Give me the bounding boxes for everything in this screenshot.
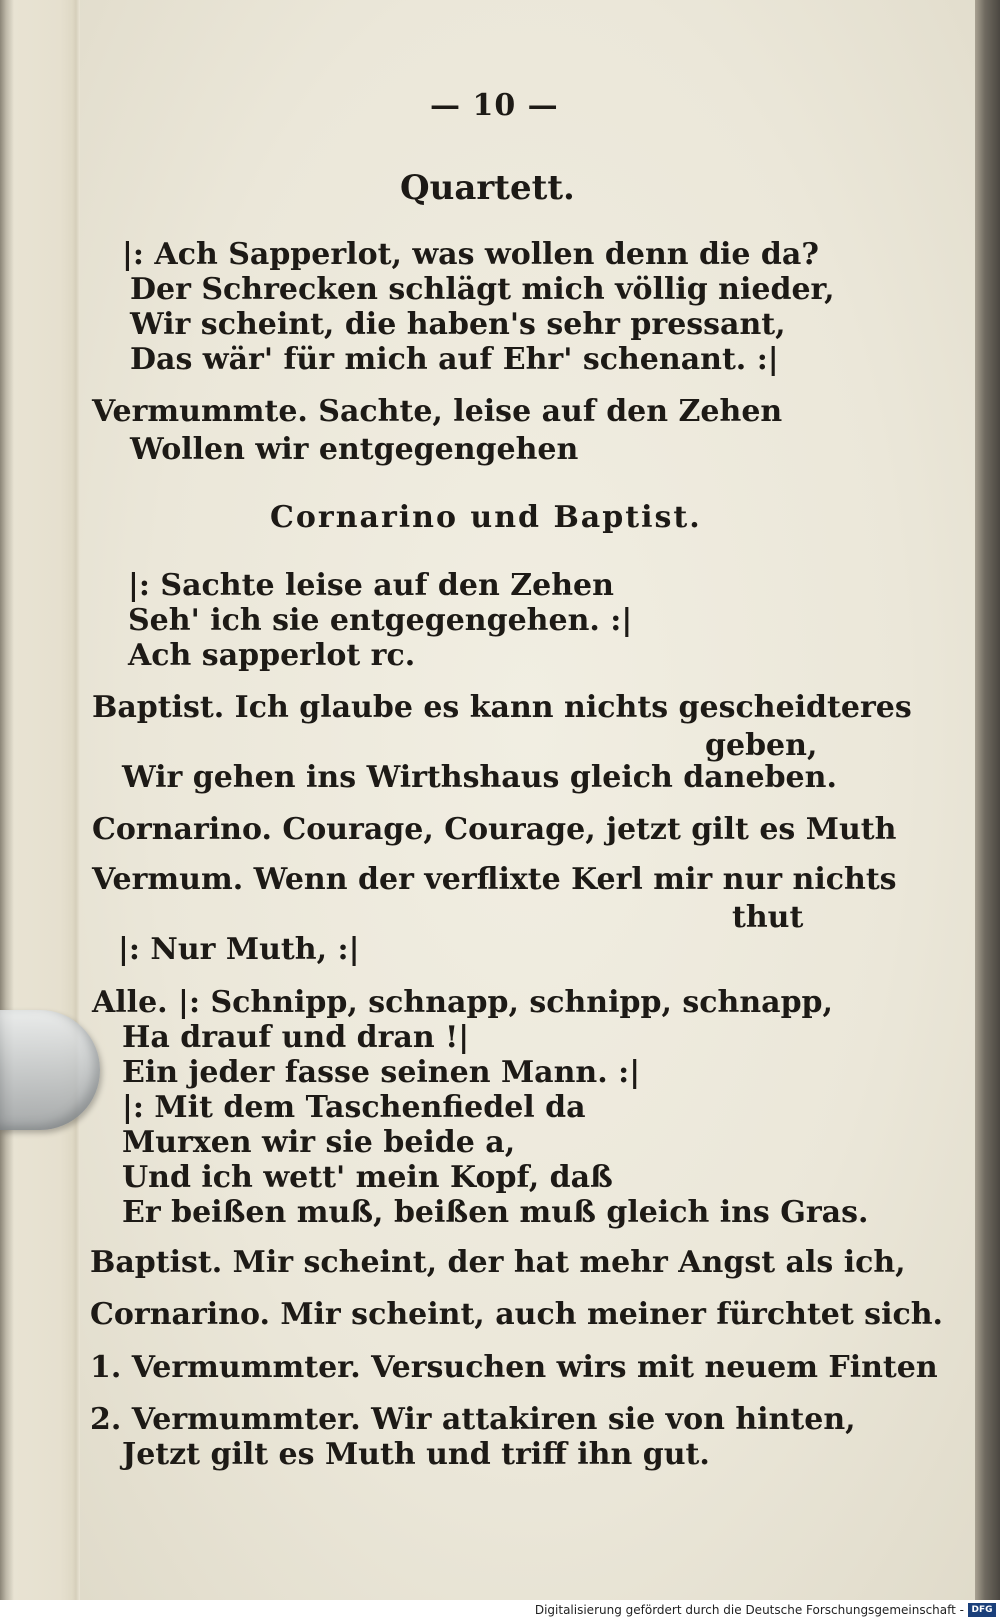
text-line: Wir gehen ins Wirthshaus gleich daneben. — [122, 760, 837, 795]
text-line: Murxen wir sie beide a, — [122, 1125, 516, 1160]
page-number: — 10 — — [430, 88, 559, 123]
text-line: Vermum. Wenn der verflixte Kerl mir nur nichts — [92, 862, 897, 897]
text-line: Wir scheint, die haben's sehr pressant, — [130, 307, 786, 342]
text-line: 2. Vermummter. Wir attakiren sie von hinten, — [90, 1402, 856, 1437]
text-line: |: Ach Sapperlot, was wollen denn die da? — [122, 237, 819, 272]
text-line: Seh' ich sie entgegengehen. :| — [128, 603, 633, 638]
text-line: Er beißen muß, beißen muß gleich ins Gras. — [122, 1195, 869, 1230]
text-line: Vermummte. Sachte, leise auf den Zehen — [92, 394, 783, 429]
text-line: geben, — [705, 728, 818, 763]
text-line: Jetzt gilt es Muth und triff ihn gut. — [122, 1437, 710, 1472]
digitization-footer — [0, 1600, 1000, 1621]
text-line: Baptist. Mir scheint, der hat mehr Angst als ich, — [90, 1245, 906, 1280]
text-line: |: Nur Muth, :| — [118, 932, 360, 967]
text-line: Der Schrecken schlägt mich völlig nieder, — [130, 272, 835, 307]
text-line: Und ich wett' mein Kopf, daß — [122, 1160, 613, 1195]
speaker-heading: Cornarino und Baptist. — [270, 500, 702, 535]
text-line: 1. Vermummter. Versuchen wirs mit neuem Finten — [90, 1350, 938, 1385]
footer-credit: Digitalisierung gefördert durch die Deutsche Forschungsgemeinschaft - — [534, 1603, 964, 1617]
text-line: Ha drauf und dran !| — [122, 1020, 470, 1055]
text-line: Ach sapperlot rc. — [128, 638, 416, 673]
text-line: Alle. |: Schnipp, schnapp, schnipp, schnapp, — [92, 985, 833, 1020]
text-line: Das wär' für mich auf Ehr' schenant. :| — [130, 342, 779, 377]
text-line: |: Sachte leise auf den Zehen — [128, 568, 614, 603]
text-line: Ein jeder fasse seinen Mann. :| — [122, 1055, 641, 1090]
dfg-logo-icon: DFG — [968, 1603, 996, 1617]
text-line: Wollen wir entgegengehen — [130, 432, 579, 467]
text-line: Cornarino. Mir scheint, auch meiner fürchtet sich. — [90, 1297, 943, 1332]
text-line: thut — [732, 900, 804, 935]
section-heading: Quartett. — [400, 168, 575, 208]
text-line: |: Mit dem Taschenfiedel da — [122, 1090, 586, 1125]
text-line: Baptist. Ich glaube es kann nichts gescheidteres — [92, 690, 912, 725]
show-through-text — [700, 155, 717, 192]
text-line: Cornarino. Courage, Courage, jetzt gilt es Muth — [92, 812, 897, 847]
